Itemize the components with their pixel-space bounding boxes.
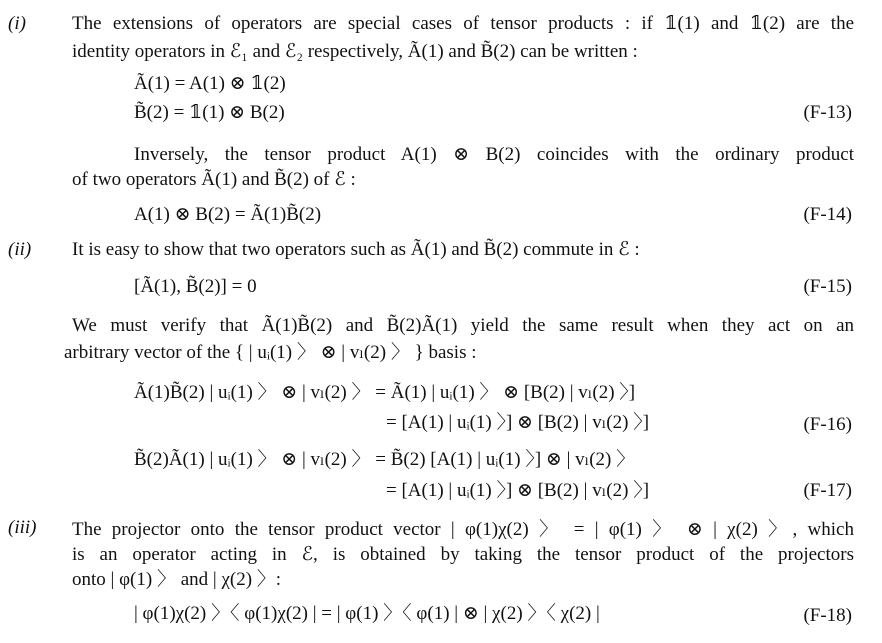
inverse-line-1: Inversely, the tensor product A(1) ⊗ B(2) coincides with the ordinary product (134, 144, 854, 165)
equation-f13-line-2: B̃(2) = 𝟙(1) ⊗ B(2) (134, 102, 285, 123)
verify-line-1: We must verify that Ã(1)B̃(2) and B̃(2)Ã(1) yield the same result when they act on an (72, 315, 854, 336)
item-iii-line-2: is an operator acting in ℰ, is obtained by taking the tensor product of the projectors (72, 544, 854, 565)
equation-f16-line-2: = [A(1) | uᵢ(1) 〉] ⊗ [B(2) | vₗ(2) 〉] (386, 412, 650, 433)
item-marker-ii: (ii) (8, 239, 32, 260)
item-marker-i: (i) (8, 13, 26, 34)
inverse-line-2: of two operators Ã(1) and B̃(2) of ℰ : (72, 169, 356, 190)
item-i-line-1: The extensions of operators are special cases of tensor products : if 𝟙(1) and 𝟙(2) are the (72, 13, 854, 34)
equation-number-f14: (F-14) (803, 204, 852, 225)
item-iii-line-1: The projector onto the tensor product vector | φ(1)χ(2) 〉 = | φ(1) 〉 ⊗ | χ(2) 〉, which (72, 519, 854, 540)
equation-f17-line-2: = [A(1) | uᵢ(1) 〉] ⊗ [B(2) | vₗ(2) 〉] (386, 480, 650, 501)
equation-f15: [Ã(1), B̃(2)] = 0 (134, 276, 257, 297)
equation-f16-line-1: Ã(1)B̃(2) | uᵢ(1) 〉 ⊗ | vₗ(2) 〉 = Ã(1) | uᵢ(1) 〉 ⊗ [B(2) | vₗ(2) 〉] (134, 382, 636, 403)
item-iii-line-3: onto | φ(1) 〉 and | χ(2) 〉: (72, 569, 282, 590)
equation-number-f16: (F-16) (803, 414, 852, 435)
verify-line-2: arbitrary vector of the { | uᵢ(1) 〉 ⊗ | vₗ(2) 〉 } basis : (64, 342, 477, 363)
equation-number-f13: (F-13) (803, 102, 852, 123)
item-ii-line: It is easy to show that two operators such as Ã(1) and B̃(2) commute in ℰ : (72, 239, 640, 260)
equation-f18: | φ(1)χ(2) 〉〈 φ(1)χ(2) | = | φ(1) 〉〈 φ(1) | ⊗ | χ(2) 〉〈 χ(2) | (134, 603, 600, 624)
equation-f17-line-1: B̃(2)Ã(1) | uᵢ(1) 〉 ⊗ | vₗ(2) 〉 = B̃(2) [A(1) | uᵢ(1) 〉] ⊗ | vₗ(2) 〉 (134, 449, 636, 470)
equation-number-f18: (F-18) (803, 605, 852, 626)
item-marker-iii: (iii) (8, 517, 37, 538)
equation-number-f17: (F-17) (803, 480, 852, 501)
equation-f13-line-1: Ã(1) = A(1) ⊗ 𝟙(2) (134, 73, 286, 94)
equation-f14: A(1) ⊗ B(2) = Ã(1)B̃(2) (134, 204, 322, 225)
item-i-line-2: identity operators in ℰ₁ and ℰ₂ respectively, Ã(1) and B̃(2) can be written : (72, 41, 638, 62)
equation-number-f15: (F-15) (803, 276, 852, 297)
